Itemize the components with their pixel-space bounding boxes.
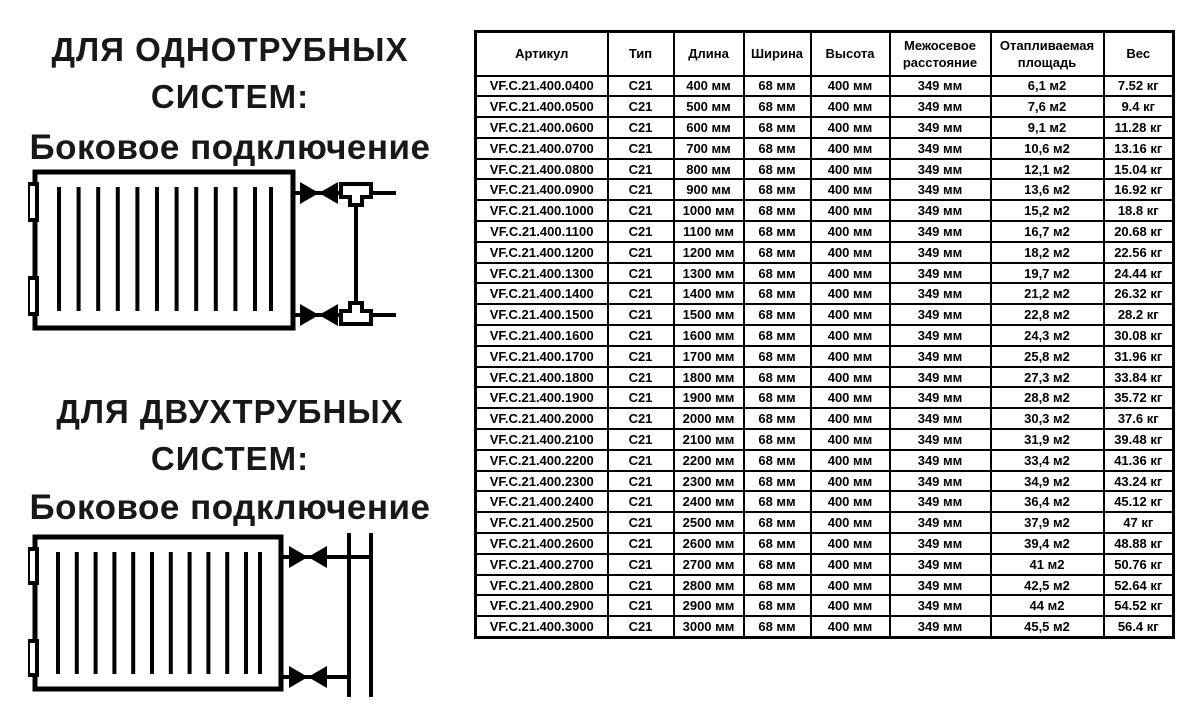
table-cell: C21 (608, 491, 674, 512)
table-row (476, 138, 1174, 159)
table-cell: 18.8 кг (1104, 200, 1174, 221)
table-cell: 349 мм (890, 179, 991, 200)
table-row (476, 283, 1174, 304)
table-cell: 27,3 м2 (991, 367, 1104, 388)
table-cell: 349 мм (890, 429, 991, 450)
table-cell: 400 мм (811, 263, 890, 284)
table-cell: 1100 мм (674, 221, 744, 242)
table-cell: 349 мм (890, 533, 991, 554)
table-cell: 18,2 м2 (991, 242, 1104, 263)
table-cell: 50.76 кг (1104, 554, 1174, 575)
table-row (476, 471, 1174, 492)
table-cell: 68 мм (744, 304, 811, 325)
table-cell: 400 мм (811, 554, 890, 575)
table-cell: 349 мм (890, 387, 991, 408)
table-cell: 37.6 кг (1104, 408, 1174, 429)
table-cell: 2100 мм (674, 429, 744, 450)
table-cell: C21 (608, 283, 674, 304)
table-row (476, 96, 1174, 117)
table-cell: 9,1 м2 (991, 117, 1104, 138)
table-cell: 400 мм (811, 96, 890, 117)
left-panel (0, 0, 465, 723)
table-cell: 2200 мм (674, 450, 744, 471)
table-cell: 45.12 кг (1104, 491, 1174, 512)
table-cell: 68 мм (744, 138, 811, 159)
table-row (476, 242, 1174, 263)
table-cell: 349 мм (890, 159, 991, 180)
table-cell: VF.C.21.400.2100 (476, 429, 608, 450)
two-pipe-subtitle: Боковое подключение (29, 488, 431, 527)
table-cell: 68 мм (744, 533, 811, 554)
table-cell: VF.C.21.400.0800 (476, 159, 608, 180)
table-cell: 39.48 кг (1104, 429, 1174, 450)
table-row (476, 346, 1174, 367)
table-cell: C21 (608, 346, 674, 367)
table-row (476, 117, 1174, 138)
single-pipe-connection-diagram (28, 168, 408, 340)
valve-icon (289, 546, 327, 568)
table-row (476, 304, 1174, 325)
table-cell: 400 мм (811, 491, 890, 512)
table-cell: 39,4 м2 (991, 533, 1104, 554)
table-cell: 2900 мм (674, 595, 744, 616)
table-cell: 400 мм (811, 387, 890, 408)
table-cell: 13.16 кг (1104, 138, 1174, 159)
table-cell: 52.64 кг (1104, 575, 1174, 596)
table-cell: 16,7 м2 (991, 221, 1104, 242)
table-cell: C21 (608, 96, 674, 117)
table-cell: 349 мм (890, 575, 991, 596)
table-cell: 349 мм (890, 76, 991, 97)
table-cell: 400 мм (674, 76, 744, 97)
table-row (476, 533, 1174, 554)
table-cell: 16.92 кг (1104, 179, 1174, 200)
table-cell: 37,9 м2 (991, 512, 1104, 533)
spec-table-container (474, 30, 1175, 639)
bracket-icon (28, 278, 37, 314)
table-cell: 349 мм (890, 263, 991, 284)
table-cell: 9.4 кг (1104, 96, 1174, 117)
table-cell: VF.C.21.400.2000 (476, 408, 608, 429)
table-cell: 68 мм (744, 429, 811, 450)
table-row (476, 387, 1174, 408)
table-cell: 1800 мм (674, 367, 744, 388)
table-cell: 68 мм (744, 554, 811, 575)
table-cell: 54.52 кг (1104, 595, 1174, 616)
table-cell: 400 мм (811, 595, 890, 616)
table-cell: 68 мм (744, 595, 811, 616)
table-row (476, 450, 1174, 471)
table-cell: 349 мм (890, 221, 991, 242)
table-cell: 44 м2 (991, 595, 1104, 616)
table-row (476, 159, 1174, 180)
table-row (476, 408, 1174, 429)
table-row (476, 263, 1174, 284)
table-cell: 349 мм (890, 138, 991, 159)
table-cell: 349 мм (890, 595, 991, 616)
table-cell: 349 мм (890, 450, 991, 471)
table-cell: VF.C.21.400.1200 (476, 242, 608, 263)
table-cell: 68 мм (744, 325, 811, 346)
table-cell: 400 мм (811, 471, 890, 492)
table-cell: 349 мм (890, 471, 991, 492)
table-cell: 349 мм (890, 367, 991, 388)
table-cell: 12,1 м2 (991, 159, 1104, 180)
table-cell: VF.C.21.400.2500 (476, 512, 608, 533)
table-cell: C21 (608, 387, 674, 408)
table-cell: 400 мм (811, 200, 890, 221)
table-cell: 3000 мм (674, 616, 744, 637)
table-cell: VF.C.21.400.2600 (476, 533, 608, 554)
table-cell: 15,2 м2 (991, 200, 1104, 221)
table-cell: C21 (608, 471, 674, 492)
table-cell: 26.32 кг (1104, 283, 1174, 304)
table-cell: 400 мм (811, 76, 890, 97)
bracket-icon (28, 184, 37, 220)
valve-icon (300, 182, 338, 204)
table-cell: 31,9 м2 (991, 429, 1104, 450)
two-pipe-title-line1: ДЛЯ ДВУХТРУБНЫХ (56, 393, 404, 430)
table-cell: 349 мм (890, 117, 991, 138)
table-row (476, 367, 1174, 388)
table-cell: 400 мм (811, 159, 890, 180)
table-cell: C21 (608, 304, 674, 325)
table-cell: 68 мм (744, 76, 811, 97)
table-cell: C21 (608, 76, 674, 97)
table-cell: 68 мм (744, 616, 811, 637)
table-cell: 20.68 кг (1104, 221, 1174, 242)
two-pipe-connection-diagram (28, 531, 408, 699)
table-cell: 33.84 кг (1104, 367, 1174, 388)
table-cell: 56.4 кг (1104, 616, 1174, 637)
table-cell: C21 (608, 533, 674, 554)
table-cell: 45,5 м2 (991, 616, 1104, 637)
table-cell: VF.C.21.400.1600 (476, 325, 608, 346)
table-cell: 68 мм (744, 263, 811, 284)
table-cell: C21 (608, 429, 674, 450)
table-cell: 21,2 м2 (991, 283, 1104, 304)
table-cell: 24,3 м2 (991, 325, 1104, 346)
table-cell: 1000 мм (674, 200, 744, 221)
table-cell: VF.C.21.400.2300 (476, 471, 608, 492)
table-cell: 68 мм (744, 471, 811, 492)
table-cell: 1200 мм (674, 242, 744, 263)
table-cell: 68 мм (744, 221, 811, 242)
table-cell: C21 (608, 575, 674, 596)
table-cell: 30,3 м2 (991, 408, 1104, 429)
table-cell: C21 (608, 450, 674, 471)
table-cell: 400 мм (811, 304, 890, 325)
table-cell: 68 мм (744, 575, 811, 596)
table-cell: 68 мм (744, 346, 811, 367)
table-cell: C21 (608, 263, 674, 284)
table-cell: 400 мм (811, 533, 890, 554)
table-cell: 349 мм (890, 616, 991, 637)
table-cell: 800 мм (674, 159, 744, 180)
table-cell: 1600 мм (674, 325, 744, 346)
table-row (476, 575, 1174, 596)
table-cell: 400 мм (811, 138, 890, 159)
table-cell: 68 мм (744, 512, 811, 533)
table-cell: 2700 мм (674, 554, 744, 575)
table-cell: 68 мм (744, 367, 811, 388)
table-cell: 41.36 кг (1104, 450, 1174, 471)
table-cell: 400 мм (811, 575, 890, 596)
table-cell: VF.C.21.400.1800 (476, 367, 608, 388)
table-row (476, 512, 1174, 533)
spec-table-body (476, 76, 1174, 638)
table-cell: C21 (608, 325, 674, 346)
table-cell: 2500 мм (674, 512, 744, 533)
table-cell: 11.28 кг (1104, 117, 1174, 138)
column-header: Ширина (744, 32, 811, 76)
table-cell: C21 (608, 242, 674, 263)
table-cell: 7,6 м2 (991, 96, 1104, 117)
table-cell: VF.C.21.400.2400 (476, 491, 608, 512)
table-cell: 33,4 м2 (991, 450, 1104, 471)
table-cell: 349 мм (890, 283, 991, 304)
table-row (476, 554, 1174, 575)
table-cell: 48.88 кг (1104, 533, 1174, 554)
table-cell: 68 мм (744, 179, 811, 200)
valve-icon (289, 666, 327, 688)
table-cell: C21 (608, 512, 674, 533)
two-pipe-title-line2: СИСТЕМ: (150, 440, 310, 477)
tee-fitting-icon (341, 303, 371, 324)
table-row (476, 491, 1174, 512)
table-cell: 2300 мм (674, 471, 744, 492)
valve-icon (300, 304, 338, 326)
column-header: Артикул (476, 32, 608, 76)
bracket-icon (28, 549, 37, 583)
table-cell: C21 (608, 159, 674, 180)
table-cell: 22.56 кг (1104, 242, 1174, 263)
table-cell: VF.C.21.400.2800 (476, 575, 608, 596)
column-header: Вес (1104, 32, 1174, 76)
table-cell: C21 (608, 367, 674, 388)
table-cell: 68 мм (744, 450, 811, 471)
table-cell: 700 мм (674, 138, 744, 159)
table-cell: 41 м2 (991, 554, 1104, 575)
table-cell: 349 мм (890, 242, 991, 263)
column-header: Длина (674, 32, 744, 76)
table-cell: 349 мм (890, 512, 991, 533)
table-cell: 42,5 м2 (991, 575, 1104, 596)
table-cell: 349 мм (890, 554, 991, 575)
table-row (476, 325, 1174, 346)
table-cell: 349 мм (890, 200, 991, 221)
table-cell: 400 мм (811, 221, 890, 242)
table-cell: C21 (608, 554, 674, 575)
table-row (476, 595, 1174, 616)
spec-table (474, 30, 1175, 639)
table-cell: VF.C.21.400.0600 (476, 117, 608, 138)
single-pipe-title-line2: СИСТЕМ: (150, 78, 310, 115)
table-cell: 400 мм (811, 283, 890, 304)
column-header: Тип (608, 32, 674, 76)
table-cell: 34,9 м2 (991, 471, 1104, 492)
table-cell: 349 мм (890, 491, 991, 512)
table-cell: 1300 мм (674, 263, 744, 284)
table-cell: 1400 мм (674, 283, 744, 304)
table-cell: 349 мм (890, 408, 991, 429)
table-cell: VF.C.21.400.0900 (476, 179, 608, 200)
single-pipe-subtitle: Боковое подключение (29, 128, 431, 167)
table-cell: VF.C.21.400.0500 (476, 96, 608, 117)
table-cell: 28.2 кг (1104, 304, 1174, 325)
tee-fitting-icon (341, 184, 371, 205)
table-cell: 1500 мм (674, 304, 744, 325)
table-cell: 400 мм (811, 117, 890, 138)
table-cell: 2800 мм (674, 575, 744, 596)
table-cell: 19,7 м2 (991, 263, 1104, 284)
table-cell: 400 мм (811, 346, 890, 367)
column-header: Отапливаемая площадь (991, 32, 1104, 76)
column-header: Межосевое расстояние (890, 32, 991, 76)
table-cell: 36,4 м2 (991, 491, 1104, 512)
table-row (476, 179, 1174, 200)
table-cell: 6,1 м2 (991, 76, 1104, 97)
table-cell: 400 мм (811, 325, 890, 346)
table-cell: 349 мм (890, 304, 991, 325)
table-cell: 500 мм (674, 96, 744, 117)
table-cell: 68 мм (744, 96, 811, 117)
table-cell: C21 (608, 616, 674, 637)
table-cell: 35.72 кг (1104, 387, 1174, 408)
table-cell: C21 (608, 408, 674, 429)
table-row (476, 616, 1174, 637)
table-cell: 600 мм (674, 117, 744, 138)
table-cell: 7.52 кг (1104, 76, 1174, 97)
table-cell: 1900 мм (674, 387, 744, 408)
table-cell: 349 мм (890, 96, 991, 117)
table-cell: 400 мм (811, 408, 890, 429)
table-cell: VF.C.21.400.3000 (476, 616, 608, 637)
table-cell: C21 (608, 595, 674, 616)
table-cell: 68 мм (744, 491, 811, 512)
table-row (476, 76, 1174, 97)
table-cell: C21 (608, 179, 674, 200)
table-cell: 349 мм (890, 325, 991, 346)
table-cell: 400 мм (811, 512, 890, 533)
table-cell: 400 мм (811, 450, 890, 471)
table-cell: 25,8 м2 (991, 346, 1104, 367)
table-cell: 2000 мм (674, 408, 744, 429)
table-cell: 15.04 кг (1104, 159, 1174, 180)
table-cell: 68 мм (744, 200, 811, 221)
table-cell: 43.24 кг (1104, 471, 1174, 492)
table-cell: 400 мм (811, 616, 890, 637)
table-cell: VF.C.21.400.1700 (476, 346, 608, 367)
spec-table-head-row (476, 32, 1174, 76)
table-cell: 68 мм (744, 159, 811, 180)
table-cell: C21 (608, 200, 674, 221)
table-cell: 68 мм (744, 408, 811, 429)
table-cell: VF.C.21.400.1900 (476, 387, 608, 408)
table-cell: VF.C.21.400.2200 (476, 450, 608, 471)
single-pipe-title (0, 26, 460, 120)
table-cell: 31.96 кг (1104, 346, 1174, 367)
table-cell: VF.C.21.400.1100 (476, 221, 608, 242)
table-cell: C21 (608, 138, 674, 159)
table-cell: 13,6 м2 (991, 179, 1104, 200)
table-cell: 47 кг (1104, 512, 1174, 533)
table-cell: 68 мм (744, 387, 811, 408)
table-cell: 68 мм (744, 242, 811, 263)
table-cell: 2600 мм (674, 533, 744, 554)
table-cell: VF.C.21.400.1500 (476, 304, 608, 325)
table-cell: VF.C.21.400.0700 (476, 138, 608, 159)
single-pipe-title-line1: ДЛЯ ОДНОТРУБНЫХ (51, 31, 409, 68)
table-cell: VF.C.21.400.2900 (476, 595, 608, 616)
table-cell: 28,8 м2 (991, 387, 1104, 408)
two-pipe-title (0, 388, 460, 482)
column-header: Высота (811, 32, 890, 76)
table-cell: 68 мм (744, 117, 811, 138)
table-cell: 30.08 кг (1104, 325, 1174, 346)
table-cell: 10,6 м2 (991, 138, 1104, 159)
table-cell: VF.C.21.400.0400 (476, 76, 608, 97)
table-cell: VF.C.21.400.1000 (476, 200, 608, 221)
table-cell: VF.C.21.400.1400 (476, 283, 608, 304)
table-cell: 400 мм (811, 367, 890, 388)
table-cell: 400 мм (811, 179, 890, 200)
table-cell: C21 (608, 221, 674, 242)
table-cell: 24.44 кг (1104, 263, 1174, 284)
table-row (476, 221, 1174, 242)
table-row (476, 429, 1174, 450)
table-cell: C21 (608, 117, 674, 138)
table-cell: 900 мм (674, 179, 744, 200)
table-cell: 400 мм (811, 242, 890, 263)
table-cell: 22,8 м2 (991, 304, 1104, 325)
table-cell: VF.C.21.400.1300 (476, 263, 608, 284)
table-cell: 68 мм (744, 283, 811, 304)
table-cell: 349 мм (890, 346, 991, 367)
bracket-icon (28, 641, 37, 675)
table-row (476, 200, 1174, 221)
table-cell: 400 мм (811, 429, 890, 450)
table-cell: 2400 мм (674, 491, 744, 512)
table-cell: 1700 мм (674, 346, 744, 367)
table-cell: VF.C.21.400.2700 (476, 554, 608, 575)
